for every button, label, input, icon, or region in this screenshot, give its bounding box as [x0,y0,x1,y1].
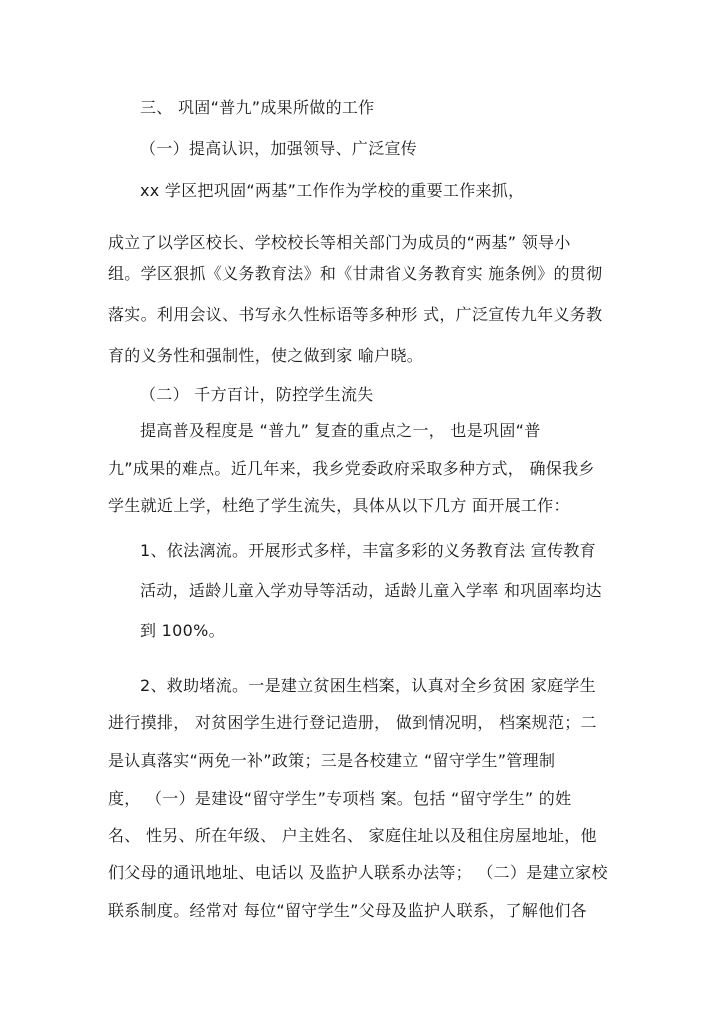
list-item-line: 联系制度。经常对 每位“留守学生”父母及监护人联系，了解他们各 [108,901,587,920]
paragraph-line: 组。学区狠抓《义务教育法》和《甘肃省义务教育实 施条例》的贯彻 [108,264,603,283]
paragraph-line: 九”成果的难点。近几年来，我乡党委政府采取多种方式， 确保我乡 [108,459,595,478]
paragraph-line: 成立了以学区校长、学校校长等相关部门为成员的“两基” 领导小 [108,233,571,252]
paragraph-line: 育的义务性和强制性，使之做到家 喻户晓。 [108,346,424,365]
subsection-heading-2: （二） 千方百计，防控学生流失 [140,385,374,404]
list-item-line: 1、依法漓流。开展形式多样，丰富多彩的义务教育法 宣传教育 [140,541,596,560]
list-item-line: 们父母的通讯地址、电话以 及监护人联系办法等； （二）是建立家校 [108,863,608,882]
list-item-line: 是认真落实“两免一补”政策；三是各校建立 “留守学生”管理制 [108,751,556,770]
subsection-heading-1: （一）提高认识，加强领导、广泛宣传 [140,139,418,158]
paragraph-line: 提高普及程度是 “普九” 复查的重点之一， 也是巩固“普 [140,421,541,440]
list-item-line: 到 100%。 [140,621,225,640]
list-item-line: 活动，适龄儿童入学劝导等活动，适龄儿童入学率 和巩固率均达 [140,581,602,600]
list-item-line: 进行摸排， 对贫困学生进行登记造册， 做到情况明， 档案规范；二 [108,713,597,732]
section-heading: 三、 巩固“普九”成果所做的工作 [140,98,375,117]
paragraph-line: 落实。利用会议、书写永久性标语等多种形 式，广泛宣传九年义务教 [108,305,603,324]
paragraph-line: 学生就近上学，杜绝了学生流失，具体从以下几方 面开展工作： [108,496,570,515]
list-item-line: 2、救助堵流。一是建立贫困生档案，认真对全乡贫困 家庭学生 [140,676,596,695]
paragraph-line: xx 学区把巩固“两基”工作作为学校的重要工作来抓， [140,181,525,200]
list-item-line: 名、 性另、所在年级、 户主姓名、 家庭住址以及租住房屋地址，他 [108,826,597,845]
list-item-line: 度， （一）是建设“留守学生”专项档 案。包括 “留守学生” 的姓 [108,789,572,808]
